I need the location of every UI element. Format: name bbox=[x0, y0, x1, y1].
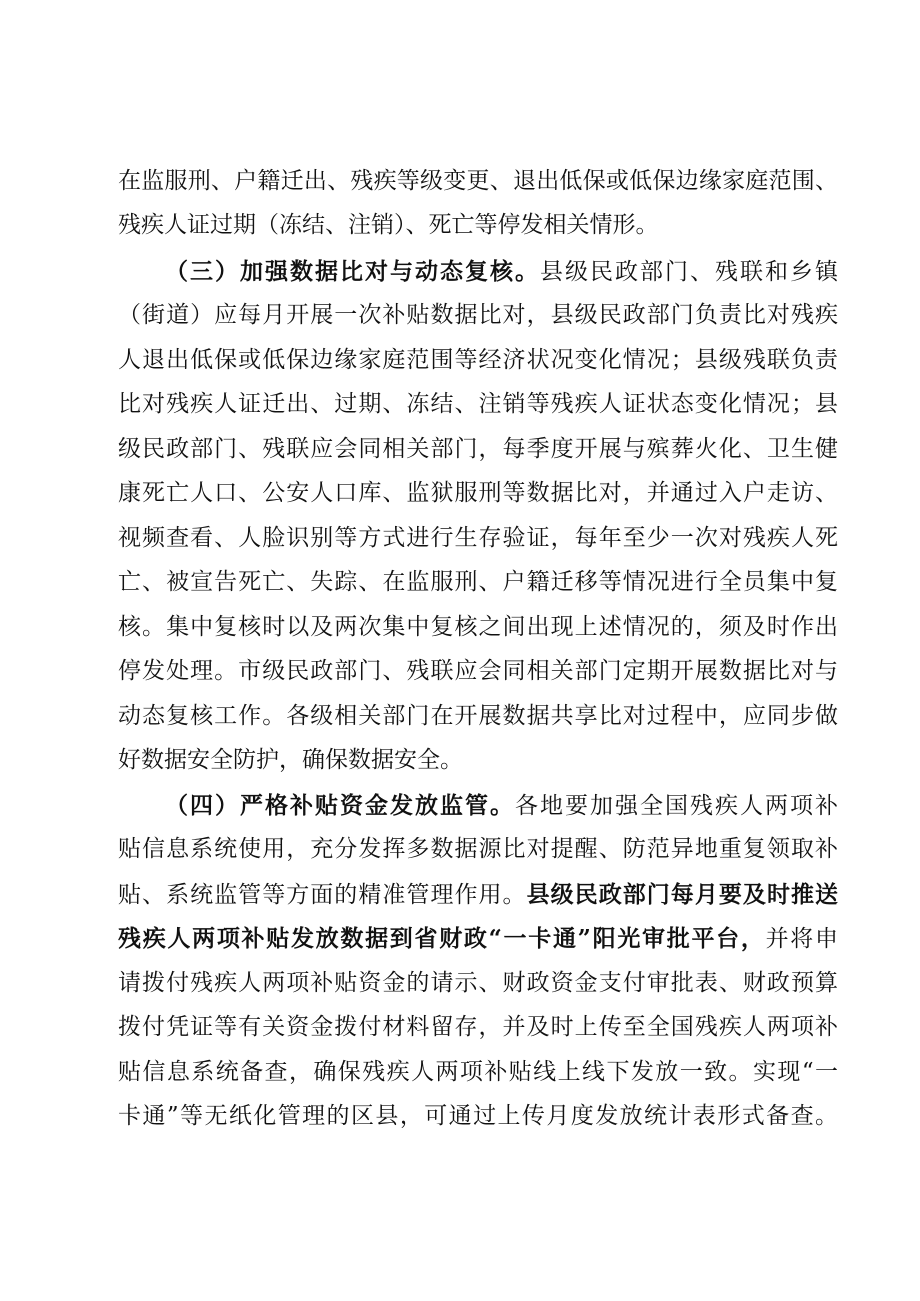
section-heading-line bbox=[165, 783, 838, 828]
text-segment: 县级民政部门、残联和乡镇 bbox=[540, 259, 838, 285]
text-line bbox=[118, 694, 838, 739]
text-segment: 残疾人证过期（冻结、注销）、死亡等停发相关情形。 bbox=[118, 212, 659, 238]
text-line bbox=[118, 916, 838, 961]
text-segment: 动态复核工作。各级相关部门在开展数据共享比对过程中，应同步做 bbox=[118, 703, 838, 729]
text-line bbox=[118, 203, 838, 248]
text-line bbox=[118, 516, 838, 561]
text-segment: 贴信息系统使用，充分发挥多数据源比对提醒、防范异地重复领取补 bbox=[118, 836, 838, 862]
text-segment: 亡、被宣告死亡、失踪、在监服刑、户籍迁移等情况进行全员集中复 bbox=[118, 569, 838, 595]
text-segment: 视频查看、人脸识别等方式进行生存验证，每年至少一次对残疾人死 bbox=[118, 525, 838, 551]
text-segment: 拨付凭证等有关资金拨付材料留存，并及时上传至全国残疾人两项补 bbox=[118, 1014, 838, 1040]
text-line bbox=[118, 1094, 838, 1139]
text-segment: 比对残疾人证迁出、过期、冻结、注销等残疾人证状态变化情况；县 bbox=[118, 391, 838, 417]
text-line bbox=[118, 605, 838, 650]
text-segment: 康死亡人口、公安人口库、监狱服刑等数据比对，并通过入户走访、 bbox=[118, 480, 838, 506]
text-segment: 请拨付残疾人两项补贴资金的请示、财政资金支付审批表、财政预算 bbox=[118, 970, 838, 996]
section-heading-line bbox=[165, 249, 838, 294]
text-line bbox=[118, 427, 838, 472]
text-segment: 卡通”等无纸化管理的区县，可通过上传月度发放统计表形式备查。 bbox=[118, 1103, 838, 1129]
text-line bbox=[118, 827, 838, 872]
text-segment: 在监服刑、户籍迁出、残疾等级变更、退出低保或低保边缘家庭范围、 bbox=[118, 168, 838, 194]
text-line bbox=[118, 1050, 838, 1095]
text-segment: 贴信息系统备查，确保残疾人两项补贴线上线下发放一致。实现“一 bbox=[118, 1059, 838, 1085]
text-segment: 贴、系统监管等方面的精准管理作用。 bbox=[118, 882, 527, 908]
text-line bbox=[118, 649, 838, 694]
text-line bbox=[118, 471, 838, 516]
bold-emphasis: 县级民政部门每月要及时推送 bbox=[526, 881, 839, 908]
text-line bbox=[118, 872, 838, 917]
text-segment: 人退出低保或低保边缘家庭范围等经济状况变化情况；县级残联负责 bbox=[118, 347, 838, 373]
text-line bbox=[118, 961, 838, 1006]
text-segment: 各地要加强全国残疾人两项补 bbox=[515, 793, 838, 819]
text-line bbox=[118, 560, 838, 605]
text-segment: 停发处理。市级民政部门、残联应会同相关部门定期开展数据比对与 bbox=[118, 658, 838, 684]
text-line bbox=[118, 1005, 838, 1050]
text-segment: 核。集中复核时以及两次集中复核之间出现上述情况的，须及时作出 bbox=[118, 614, 838, 640]
section-heading-four: （四）严格补贴资金发放监管。 bbox=[165, 792, 515, 819]
text-segment: 并将申 bbox=[765, 926, 838, 952]
bold-emphasis: 残疾人两项补贴发放数据到省财政“一卡通”阳光审批平台， bbox=[118, 925, 766, 952]
text-segment: 级民政部门、残联应会同相关部门，每季度开展与殡葬火化、卫生健 bbox=[118, 436, 838, 462]
text-segment: 好数据安全防护，确保数据安全。 bbox=[118, 747, 463, 773]
text-line bbox=[118, 293, 838, 338]
text-line bbox=[118, 738, 838, 783]
section-heading-three: （三）加强数据比对与动态复核。 bbox=[165, 258, 540, 285]
text-line bbox=[118, 338, 838, 383]
text-line bbox=[118, 382, 838, 427]
text-segment: （街道）应每月开展一次补贴数据比对，县级民政部门负责比对残疾 bbox=[118, 302, 838, 328]
text-line bbox=[118, 159, 838, 204]
